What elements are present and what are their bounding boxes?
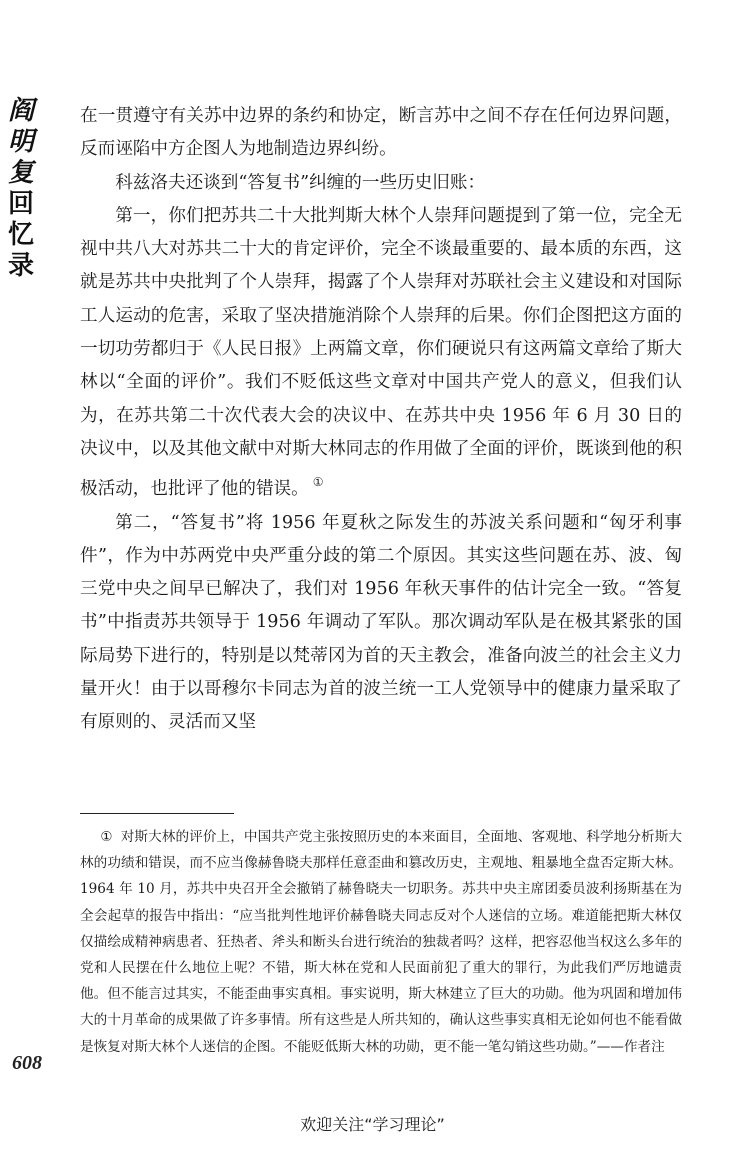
running-title-book-char-3: 录 xyxy=(7,251,34,281)
running-title-book-char-2: 忆 xyxy=(7,220,34,250)
footnote-paragraph xyxy=(80,824,682,1060)
paragraph-intro: 科兹洛夫还谈到“答复书”纠缠的一些历史旧账： xyxy=(115,172,486,193)
footnote xyxy=(80,824,682,1060)
footnote-reference[interactable]: ① xyxy=(312,475,324,490)
footnote-divider xyxy=(80,813,234,814)
paragraph-first-point xyxy=(80,200,682,507)
running-title-author-char-3: 复 xyxy=(7,158,34,188)
watermark-caption: 欢迎关注“学习理论” xyxy=(300,1115,445,1134)
page-number: 608 xyxy=(12,1052,42,1074)
running-title-book-char-1: 回 xyxy=(7,189,34,219)
running-title-author-char-2: 明 xyxy=(7,127,34,157)
paragraph-second-point: 第二，“答复书”将 1956 年夏秋之际发生的苏波关系问题和“匈牙利事件”，作为中苏两党中央严重分歧的第二个原因。其实这些问题在苏、波、匈三党中央之间早已解决了，我们对 1956 年秋天事件的估计完全一致。“答复书”中指责苏共领导于 1956 年调动了军队。那次调动军队是在极其紧张的国际局势下进行的，特别是以梵蒂冈为首的天主教会，准备向波兰的社会主义力量开火！由于以哥穆尔卡同志为首的波兰统一工人党领导中的健康力量采取了有原则的、灵活而又坚 xyxy=(80,512,682,733)
paragraph-continuation: 在一贯遵守有关苏中边界的条约和协定，断言苏中之间不存在任何边界问题，反而诬陷中方企图人为地制造边界纠纷。 xyxy=(80,106,682,160)
footnote-number: ① xyxy=(100,829,113,845)
footnote-text: 对斯大林的评价上，中国共产党主张按照历史的本来面目，全面地、客观地、科学地分析斯大林的功绩和错误，而不应当像赫鲁晓夫那样任意歪曲和篡改历史，主观地、粗暴地全盘否定斯大林。1964 年 10 月，苏共中央召开全会撤销了赫鲁晓夫一切职务。苏共中央主席团委员波利扬斯基在为全会起草的报告中指出：“应当批判性地评价赫鲁晓夫同志反对个人迷信的立场。难道能把斯大林仅仅描绘成精神病患者、狂热者、斧头和断头台进行统治的独裁者吗？这样，把容忍他当权这么多年的党和人民摆在什么地位上呢？不错，斯大林在党和人民面前犯了重大的罪行，为此我们严厉地谴责他。但不能言过其实，不能歪曲事实真相。事实说明，斯大林建立了巨大的功勋。他为巩固和增加伟大的十月革命的成果做了许多事情。所有这些是人所共知的，确认这些事实真相无论如何也不能看做是恢复对斯大林个人迷信的企图。不能贬低斯大林的功勋，更不能一笔勾销这些功勋。”——作者注 xyxy=(80,829,683,1055)
running-title-author-char-1: 阎 xyxy=(7,96,34,126)
paragraph-first-point-text: 第一，你们把苏共二十大批判斯大林个人崇拜问题提到了第一位，完全无视中共八大对苏共二十大的肯定评价，完全不谈最重要的、最本质的东西，这就是苏共中央批判了个人崇拜，揭露了个人崇拜对苏联社会主义建设和对国际工人运动的危害，采取了坚决措施消除个人崇拜的后果。你们企图把这方面的一切功劳都归于《人民日报》上两篇文章，你们硬说只有这两篇文章给了斯大林以“全面的评价”。我们不贬低这些文章对中国共产党人的意义，但我们认为，在苏共第二十次代表大会的决议中、在苏共中央 1956 年 6 月 30 日的决议中，以及其他文献中对斯大林同志的作用做了全面的评价，既谈到他的积极活动，也批评了他的错误。 xyxy=(80,205,682,500)
running-title xyxy=(4,96,38,282)
body-text xyxy=(80,100,682,740)
